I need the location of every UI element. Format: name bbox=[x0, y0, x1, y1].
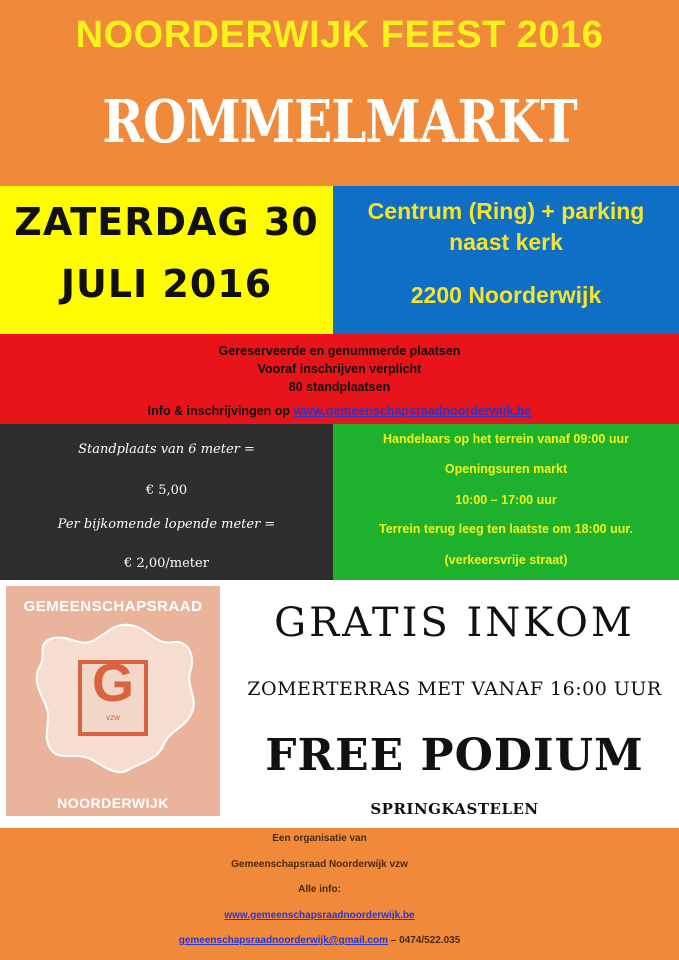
location-postcode: 2200 Noorderwijk bbox=[410, 282, 602, 308]
free-podium-heading: FREE PODIUM bbox=[265, 730, 644, 781]
bouncy-castles-text: SPRINGKASTELEN bbox=[370, 800, 539, 818]
footer-organized-by: Een organisatie van bbox=[272, 833, 367, 844]
footer-website bbox=[0, 910, 659, 921]
free-entry-heading: GRATIS INKOM bbox=[274, 600, 635, 646]
info-website-link[interactable]: www.gemeenschapsraadnoorderwijk.be bbox=[293, 404, 532, 418]
footer-organization: Gemeenschapsraad Noorderwijk vzw bbox=[231, 859, 408, 870]
hours-clear-by: Terrein terug leeg ten laatste om 18:00 uur. bbox=[378, 522, 634, 536]
summer-terrace-text: ZOMERTERRAS MET VANAF 16:00 UUR bbox=[247, 678, 662, 700]
logo-vzw: vzw bbox=[106, 713, 120, 722]
footer-info-label: Alle info: bbox=[298, 884, 341, 895]
info-line-reserved: Gereserveerde en genummerde plaatsen bbox=[218, 344, 461, 358]
footer-email-link[interactable]: gemeenschapsraadnoorderwijk@gmail.com bbox=[178, 935, 388, 946]
footer-phone: – 0474/522.035 bbox=[387, 935, 461, 946]
info-line-registration: Vooraf inschrijven verplicht bbox=[257, 362, 422, 376]
location-line-2: naast kerk bbox=[449, 229, 563, 255]
hours-opening-label: Openingsuren markt bbox=[444, 462, 568, 476]
event-title: NOORDERWIJK FEEST 2016 bbox=[75, 14, 604, 56]
info-line-website bbox=[0, 404, 679, 418]
logo-letter: G bbox=[91, 653, 134, 713]
price-extra-value: € 2,00/meter bbox=[124, 556, 209, 571]
date-line-month: JULI 2016 bbox=[60, 262, 273, 306]
logo-bottom-text: NOORDERWIJK bbox=[57, 795, 169, 811]
price-extra-label: Per bijkomende lopende meter = bbox=[57, 517, 276, 532]
date-line-day: ZATERDAG 30 bbox=[14, 200, 319, 244]
logo-top-text: GEMEENSCHAPSRAAD bbox=[23, 598, 203, 615]
info-website-prefix: Info & inschrijvingen op bbox=[147, 404, 294, 418]
footer-website-link[interactable]: www.gemeenschapsraadnoorderwijk.be bbox=[224, 910, 415, 921]
price-stand-value: € 5,00 bbox=[145, 483, 188, 498]
footer-contact bbox=[0, 935, 659, 946]
hours-traders: Handelaars op het terrein vanaf 09:00 uur bbox=[383, 432, 629, 446]
hours-opening-time: 10:00 – 17:00 uur bbox=[455, 493, 557, 507]
market-title: ROMMELMARKT bbox=[102, 86, 577, 157]
price-stand-label: Standplaats van 6 meter = bbox=[78, 442, 255, 457]
location-line-1: Centrum (Ring) + parking bbox=[367, 198, 645, 224]
info-line-stands: 80 standplaatsen bbox=[288, 380, 391, 394]
hours-traffic-free: (verkeersvrije straat) bbox=[444, 553, 568, 567]
